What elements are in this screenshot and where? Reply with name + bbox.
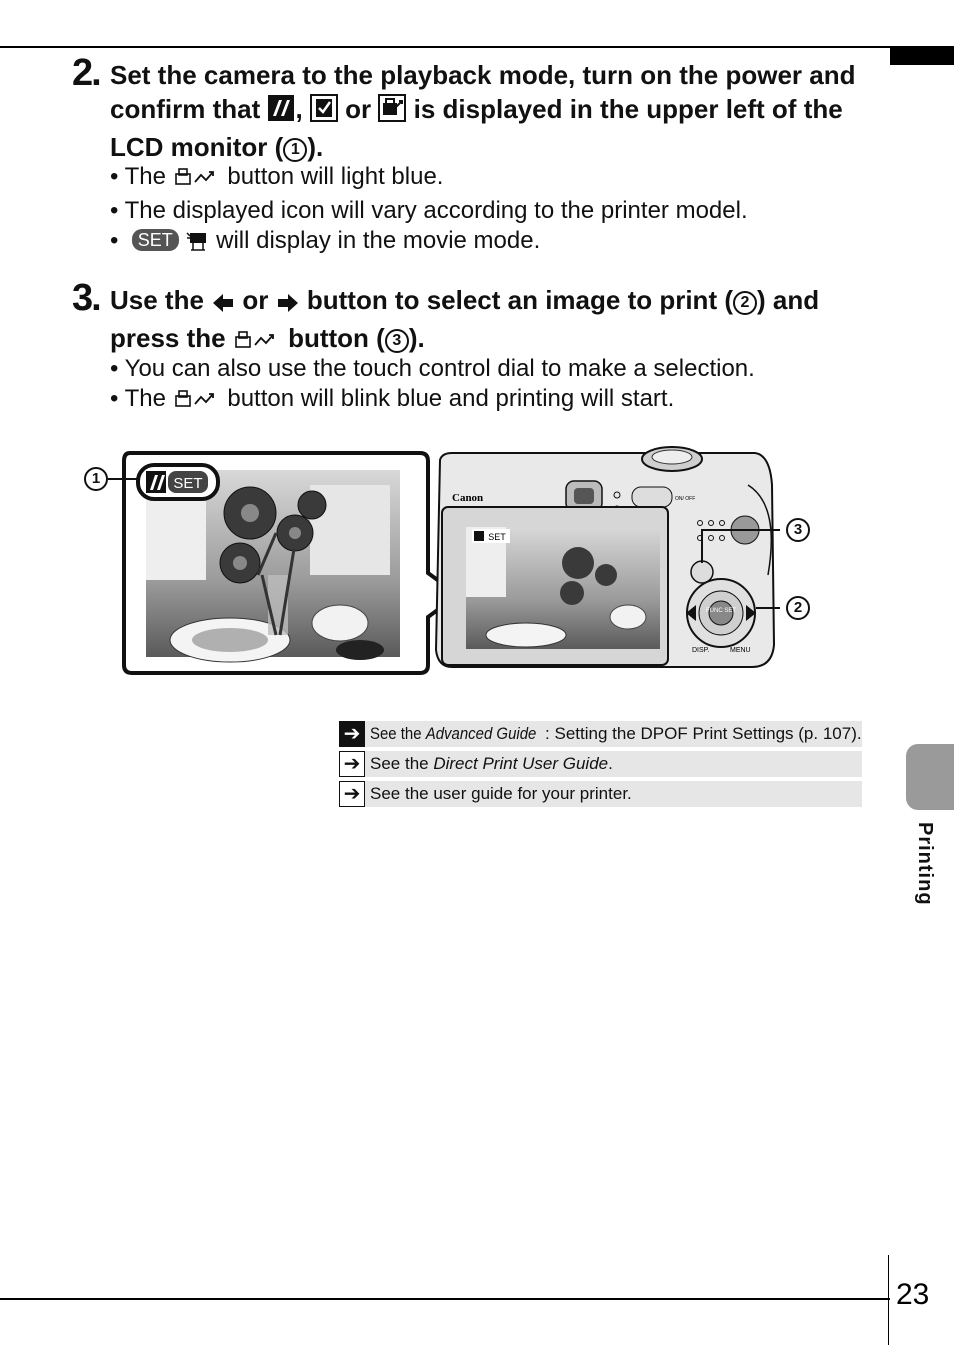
reference-row-1	[339, 721, 862, 747]
step-2-title-or: or	[345, 94, 372, 124]
step-3-title-text-c: ) and press the	[110, 285, 820, 353]
reference-row-2	[339, 751, 862, 777]
camera-body	[436, 447, 774, 667]
page-number-divider	[888, 1255, 889, 1345]
pictbridge-print-icon	[267, 94, 295, 130]
callout-2: 2	[786, 596, 810, 620]
top-rule	[0, 46, 890, 48]
reference-list	[339, 721, 862, 811]
set-badge-icon: SET	[132, 229, 179, 251]
page-number: 23	[896, 1278, 930, 1311]
reference-row-3	[339, 781, 862, 807]
step-2-title-text-a: Set the camera to the playback mode, turn on the power and confirm that	[110, 60, 856, 124]
on-off-label: ON/ OFF	[675, 496, 696, 502]
menu-label: MENU	[730, 647, 751, 654]
step-3-bullets	[110, 354, 755, 418]
step-2-bullet-2: • The displayed icon will vary according to the printer model.	[110, 197, 748, 224]
reference-text-1: See the Advanced Guide : Setting the DPOF Print Settings (p. 107).	[370, 724, 862, 743]
disp-label: DISP.	[692, 647, 710, 654]
step-2-bullets	[110, 162, 748, 260]
reference-text-2: See the Direct Print User Guide.	[370, 754, 613, 773]
movie-icon	[185, 230, 209, 260]
step-2-number: 2.	[72, 52, 100, 94]
print-share-button-icon	[173, 166, 221, 196]
step-2-title-comma: ,	[295, 94, 303, 124]
right-arrow-icon	[276, 287, 300, 321]
callout-1: 1	[84, 467, 108, 491]
arrow-right-icon: ➔	[339, 721, 365, 747]
bullet-text: button will blink blue and printing will start.	[227, 385, 675, 412]
dpof-print-icon	[310, 94, 338, 130]
left-arrow-icon	[211, 287, 235, 321]
step-3-bullet-1: • You can also use the touch control dial to make a selection.	[110, 355, 755, 382]
func-set-label: FUNC SET	[706, 608, 736, 614]
step-2-bullet-3: • SET will display in the movie mode.	[110, 226, 748, 260]
camera-figure	[80, 445, 803, 680]
bullet-text: The	[124, 163, 166, 190]
step-3-title-text-d: button (	[288, 323, 385, 353]
arrow-right-icon: ➔	[339, 751, 365, 777]
corner-block	[890, 46, 954, 65]
step-2-bullet-1: • The button will light blue.	[110, 162, 748, 196]
step-3-number: 3.	[72, 277, 100, 319]
bullet-text: The	[124, 385, 166, 412]
bullet-text: will display in the movie mode.	[216, 227, 541, 254]
circled-number-3: 3	[385, 329, 409, 353]
print-share-button-icon	[173, 388, 221, 418]
printer-connection-icon	[378, 94, 406, 130]
step-3-title-end: ).	[408, 323, 425, 353]
section-tab	[906, 744, 954, 810]
step-2-title	[110, 58, 870, 164]
bullet-text: button will light blue.	[227, 163, 444, 190]
lcd-badge-zoom: SET	[173, 475, 203, 492]
bottom-rule	[0, 1298, 890, 1300]
section-tab-label: Printing	[914, 822, 936, 906]
step-3-title-text-b: button to select an image to print (	[306, 285, 733, 315]
bullet-text: The displayed icon will vary according to the printer model.	[124, 197, 748, 224]
lcd-badge-camera: SET	[488, 532, 506, 542]
step-3-title-or: or	[242, 285, 269, 315]
reference-text-3: See the user guide for your printer.	[370, 784, 632, 803]
step-3-title	[110, 283, 870, 359]
step-2-title-text-b: is displayed in the upper left of the LCD monitor (	[110, 94, 843, 162]
callout-3: 3	[786, 518, 810, 542]
step-2-title-end: ).	[307, 132, 324, 162]
lcd-zoom-panel	[124, 453, 458, 673]
step-3-bullet-2: • The button will blink blue and printing will start.	[110, 384, 755, 418]
bullet-text: You can also use the touch control dial to make a selection.	[124, 355, 755, 382]
circled-number-1: 1	[283, 138, 307, 162]
camera-brand: Canon	[452, 492, 484, 504]
arrow-right-icon: ➔	[339, 781, 365, 807]
step-3-title-text-a: Use the	[110, 285, 204, 315]
circled-number-2: 2	[733, 291, 757, 315]
